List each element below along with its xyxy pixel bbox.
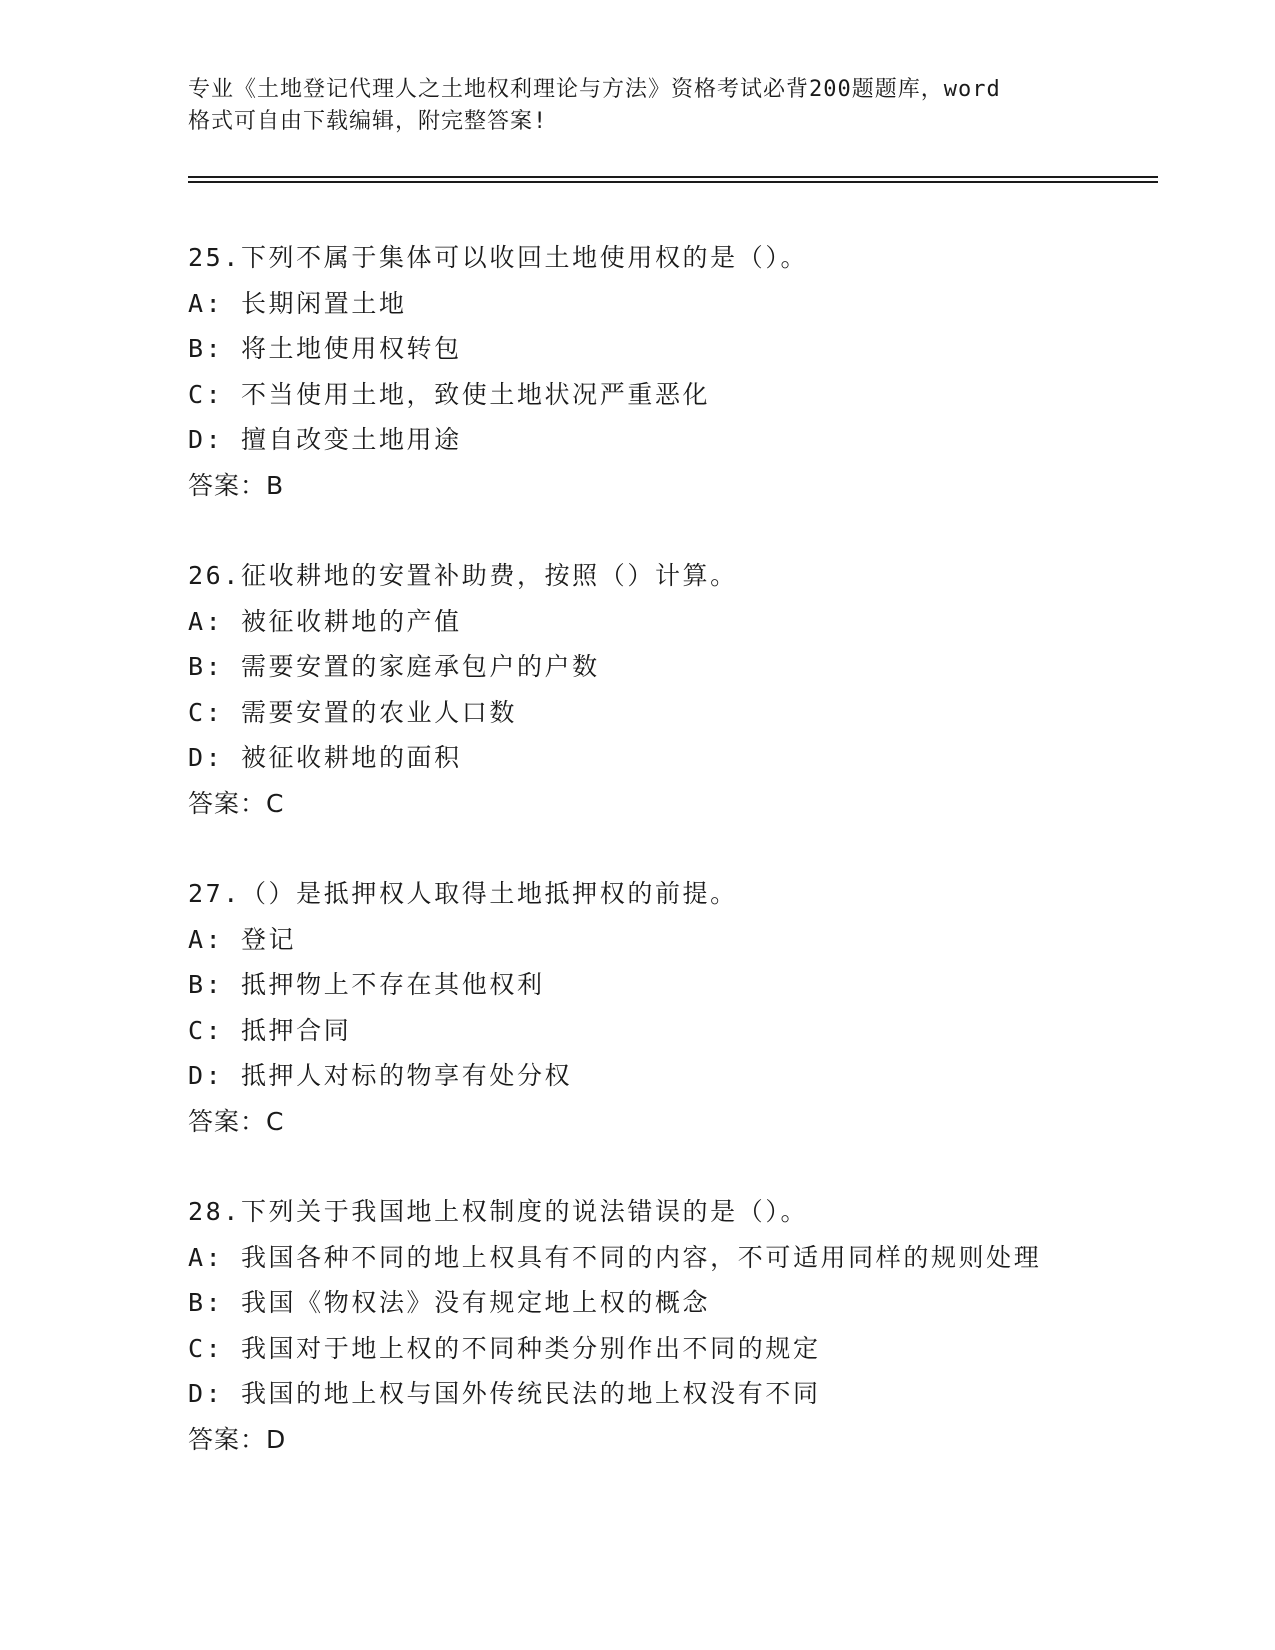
option-a: A: 长期闲置土地 [188,288,407,318]
answer-line: 答案：D [188,1424,287,1454]
document-header [188,74,1068,138]
question-item [188,1189,1158,1462]
option-b: B: 我国《物权法》没有规定地上权的概念 [188,1288,711,1317]
option-b: B: 将土地使用权转包 [188,334,462,363]
question-item [188,553,1158,826]
option-d: D: 擅自改变土地用途 [188,425,462,454]
question-spacer [188,1144,1158,1189]
option-c: C: 不当使用土地，致使土地状况严重恶化 [188,379,711,409]
option-c: C: 抵押合同 [188,1015,352,1045]
answer-line: 答案：C [188,1106,285,1136]
question-spacer [188,508,1158,553]
option-a: A: 被征收耕地的产值 [188,606,462,636]
question-item [188,235,1158,508]
question-item [188,871,1158,1144]
question-stem: 26.征收耕地的安置补助费，按照（）计算。 [188,561,738,590]
option-b: B: 需要安置的家庭承包户的户数 [188,652,600,681]
question-stem: 28.下列关于我国地上权制度的说法错误的是（）。 [188,1197,809,1226]
header-divider-top [188,176,1158,178]
option-a: A: 我国各种不同的地上权具有不同的内容，不可适用同样的规则处理 [188,1242,1042,1272]
answer-line: 答案：B [188,470,285,500]
header-divider-bottom [188,181,1158,183]
option-d: D: 抵押人对标的物享有处分权 [188,1061,573,1090]
question-stem: 25.下列不属于集体可以收回土地使用权的是（）。 [188,243,809,272]
option-d: D: 我国的地上权与国外传统民法的地上权没有不同 [188,1379,821,1408]
answer-line: 答案：C [188,788,285,818]
header-line-1: 专业《土地登记代理人之土地权利理论与方法》资格考试必背200题题库，word [188,77,1001,102]
option-c: C: 需要安置的农业人口数 [188,697,517,727]
option-a: A: 登记 [188,924,297,954]
option-d: D: 被征收耕地的面积 [188,743,462,772]
option-c: C: 我国对于地上权的不同种类分别作出不同的规定 [188,1333,821,1363]
option-b: B: 抵押物上不存在其他权利 [188,970,545,999]
header-line-2: 格式可自由下载编辑，附完整答案! [188,109,548,134]
question-list [188,235,1158,1462]
question-spacer [188,826,1158,871]
question-stem: 27.（）是抵押权人取得土地抵押权的前提。 [188,879,738,908]
